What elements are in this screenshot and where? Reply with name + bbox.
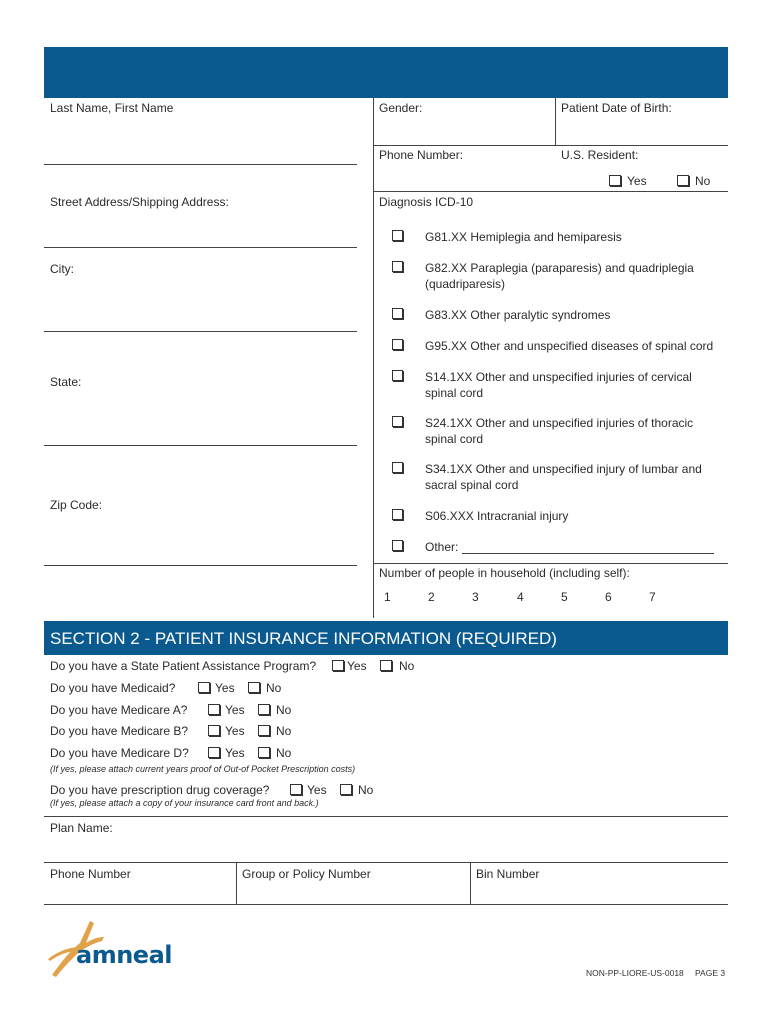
plan-top-line	[44, 816, 728, 817]
right-column-divider	[373, 98, 374, 618]
phone-label: Phone Number:	[379, 148, 464, 162]
household-option[interactable]: 1	[384, 590, 391, 604]
state-label: State:	[50, 375, 82, 389]
name-label: Last Name, First Name	[50, 101, 174, 115]
bin-number-label: Bin Number	[476, 867, 540, 881]
resident-yes-label: Yes	[627, 174, 647, 188]
city-field-line[interactable]	[44, 331, 357, 332]
household-label: Number of people in household (including self):	[379, 566, 630, 580]
state-program-yes-checkbox[interactable]	[332, 660, 344, 671]
rx-coverage-no-label: No	[358, 783, 374, 797]
diagnosis-checkbox[interactable]	[392, 370, 403, 381]
card-note: (If yes, please attach a copy of your insurance card front and back.)	[50, 798, 319, 808]
medicare-b-question: Do you have Medicare B?	[50, 724, 189, 738]
medicare-d-yes-checkbox[interactable]	[208, 747, 220, 758]
phone-number-label: Phone Number	[50, 867, 131, 881]
street-label: Street Address/Shipping Address:	[50, 195, 229, 209]
diagnosis-checkbox[interactable]	[392, 339, 403, 350]
medicare-a-no-checkbox[interactable]	[258, 704, 270, 715]
diagnosis-option: S06.XXX Intracranial injury	[425, 509, 569, 523]
resident-no-label: No	[695, 174, 711, 188]
diagnosis-bottom-line	[373, 563, 728, 564]
state-program-no-checkbox[interactable]	[380, 660, 392, 671]
medicare-d-no-checkbox[interactable]	[258, 747, 270, 758]
resident-yes-checkbox[interactable]	[609, 175, 621, 186]
state-program-no-label: No	[399, 659, 415, 673]
amneal-logo	[44, 915, 194, 981]
medicare-a-no-label: No	[276, 703, 292, 717]
diagnosis-checkbox[interactable]	[392, 540, 403, 551]
medicare-b-no-label: No	[276, 724, 292, 738]
medicaid-no-checkbox[interactable]	[248, 682, 260, 693]
medicare-b-no-checkbox[interactable]	[258, 725, 270, 736]
state-program-question: Do you have a State Patient Assistance Program?	[50, 659, 317, 673]
medicare-b-yes-checkbox[interactable]	[208, 725, 220, 736]
diagnosis-option: S34.1XX Other and unspecified injury of lumbar and sacral spinal cord	[425, 462, 702, 492]
brand-text: amneal	[76, 941, 172, 969]
medicaid-no-label: No	[266, 681, 282, 695]
medicaid-question: Do you have Medicaid?	[50, 681, 176, 695]
page-number: PAGE 3	[695, 968, 726, 978]
proof-note: (If yes, please attach current years proof of Out-of Pocket Prescription costs)	[50, 764, 356, 774]
medicare-b-yes-label: Yes	[225, 724, 245, 738]
household-option[interactable]: 2	[428, 590, 435, 604]
gender-row-line	[373, 145, 728, 146]
form-code: NON-PP-LIORE-US-0018	[586, 968, 684, 978]
diagnosis-checkbox[interactable]	[392, 416, 403, 427]
household-option[interactable]: 5	[561, 590, 568, 604]
plan-bottom-line[interactable]	[44, 862, 728, 863]
diagnosis-checkbox[interactable]	[392, 462, 403, 473]
plan-name-label: Plan Name:	[50, 821, 113, 835]
household-option[interactable]: 4	[517, 590, 524, 604]
diagnosis-checkbox[interactable]	[392, 509, 403, 520]
diagnosis-checkbox[interactable]	[392, 230, 403, 241]
state-program-yes-label: Yes	[347, 659, 367, 673]
dob-divider	[555, 98, 556, 145]
household-option[interactable]: 6	[605, 590, 612, 604]
diagnosis-option: S14.1XX Other and unspecified injuries of cervical spinal cord	[425, 370, 692, 400]
zip-label: Zip Code:	[50, 498, 103, 512]
gender-label: Gender:	[379, 101, 423, 115]
diagnosis-other-field-line[interactable]	[462, 553, 714, 554]
household-option[interactable]: 7	[649, 590, 656, 604]
medicare-a-yes-label: Yes	[225, 703, 245, 717]
medicare-a-yes-checkbox[interactable]	[208, 704, 220, 715]
diagnosis-option: G95.XX Other and unspecified diseases of spinal cord	[425, 339, 714, 353]
medicare-d-question: Do you have Medicare D?	[50, 746, 189, 760]
city-label: City:	[50, 262, 74, 276]
diagnosis-option: G82.XX Paraplegia (paraparesis) and quadriplegia (quadriparesis)	[425, 261, 694, 291]
household-option[interactable]: 3	[472, 590, 479, 604]
rx-coverage-yes-label: Yes	[307, 783, 327, 797]
grid-divider-1	[236, 862, 237, 904]
top-banner	[44, 47, 728, 98]
medicaid-yes-checkbox[interactable]	[198, 682, 210, 693]
diagnosis-checkbox[interactable]	[392, 308, 403, 319]
zip-field-line[interactable]	[44, 565, 357, 566]
diagnosis-checkbox[interactable]	[392, 261, 403, 272]
diagnosis-option: G81.XX Hemiplegia and hemiparesis	[425, 230, 622, 244]
dob-label: Patient Date of Birth:	[561, 101, 672, 115]
medicaid-yes-label: Yes	[215, 681, 235, 695]
grid-bottom-line	[44, 904, 728, 905]
street-field-line[interactable]	[44, 247, 357, 248]
diagnosis-option: S24.1XX Other and unspecified injuries of thoracic spinal cord	[425, 416, 694, 446]
grid-divider-2	[470, 862, 471, 904]
section2-title: SECTION 2 - PATIENT INSURANCE INFORMATION (REQUIRED)	[50, 629, 557, 648]
resident-label: U.S. Resident:	[561, 148, 639, 162]
rx-coverage-question: Do you have prescription drug coverage?	[50, 783, 270, 797]
name-field-line[interactable]	[44, 164, 357, 165]
diagnosis-other-label: Other:	[425, 540, 459, 554]
resident-no-checkbox[interactable]	[677, 175, 689, 186]
rx-coverage-yes-checkbox[interactable]	[290, 784, 302, 795]
diagnosis-option: G83.XX Other paralytic syndromes	[425, 308, 611, 322]
diagnosis-label: Diagnosis ICD-10	[379, 195, 474, 209]
medicare-d-yes-label: Yes	[225, 746, 245, 760]
phone-row-line	[373, 191, 728, 192]
medicare-a-question: Do you have Medicare A?	[50, 703, 188, 717]
medicare-d-no-label: No	[276, 746, 292, 760]
rx-coverage-no-checkbox[interactable]	[340, 784, 352, 795]
state-field-line[interactable]	[44, 445, 357, 446]
group-policy-label: Group or Policy Number	[242, 867, 371, 881]
